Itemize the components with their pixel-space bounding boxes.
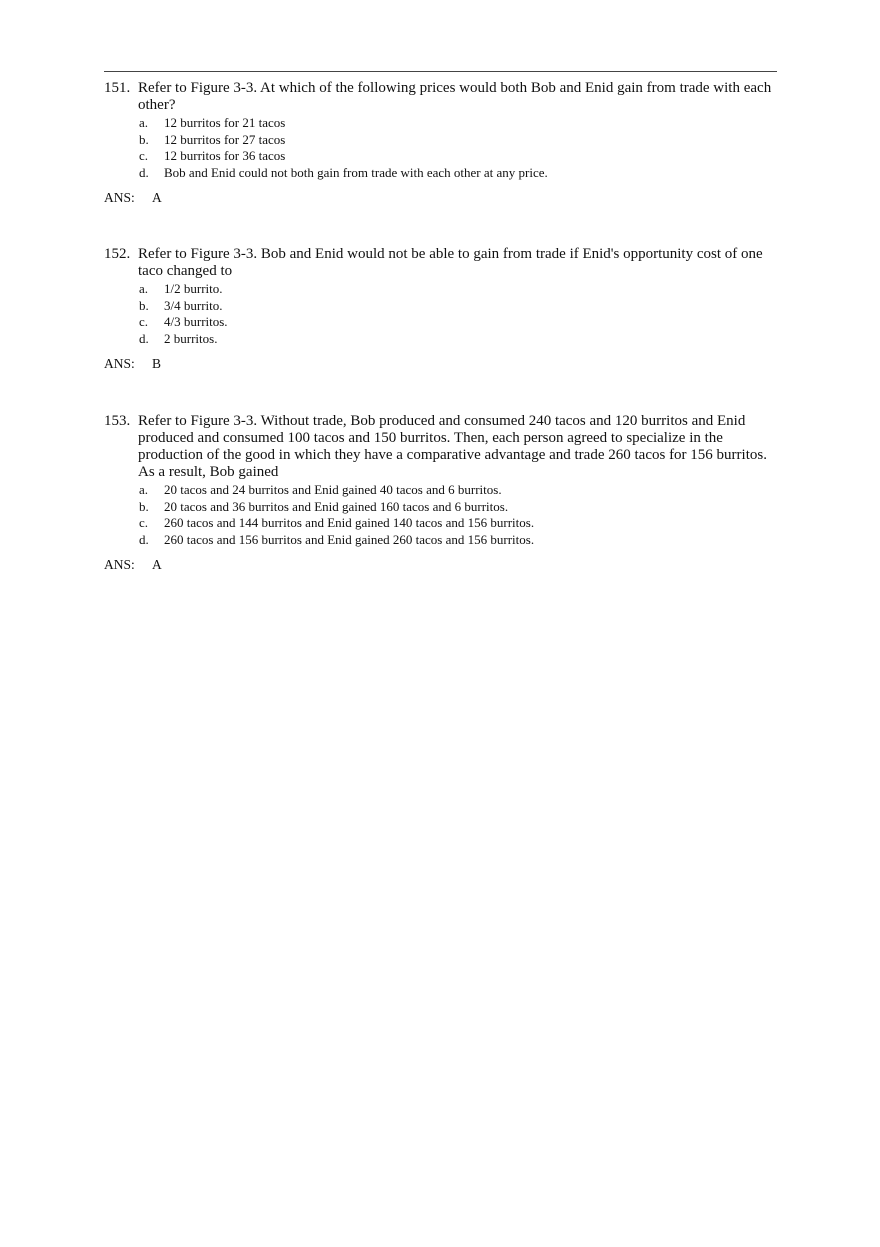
choice-letter: a.	[139, 482, 149, 497]
choice-text: 12 burritos for 21 tacos	[164, 115, 286, 130]
answer-key	[104, 356, 776, 372]
choice-letter: c.	[139, 148, 149, 164]
choice-letter: a.	[139, 281, 149, 296]
question-153	[104, 413, 776, 573]
choice-text: 12 burritos for 27 tacos	[164, 131, 286, 147]
answer-choice-b	[104, 499, 776, 516]
choice-letter: a.	[139, 115, 149, 130]
answer-choice-b	[104, 298, 776, 315]
answer-label: ANS:	[104, 356, 135, 372]
choice-letter: c.	[139, 314, 149, 330]
choice-letter: b.	[139, 498, 149, 514]
question-stem	[104, 246, 776, 280]
header-rule	[104, 71, 777, 72]
choice-letter: c.	[139, 515, 149, 531]
question-number: 152.	[104, 246, 131, 262]
question-152	[104, 246, 776, 372]
answer-label: ANS:	[104, 190, 135, 206]
choice-text: 260 tacos and 144 burritos and Enid gained 140 tacos and 156 burritos.	[164, 515, 535, 531]
choice-letter: d.	[139, 164, 149, 180]
answer-choice-d	[104, 331, 776, 348]
question-stem	[104, 80, 776, 114]
question-number: 153.	[104, 413, 131, 429]
question-text: Refer to Figure 3-3. At which of the following prices would both Bob and Enid gain from trade with each other?	[138, 80, 772, 113]
answer-key	[104, 557, 776, 573]
answer-choice-c	[104, 314, 776, 331]
answer-label: ANS:	[104, 557, 135, 573]
answer-value: B	[152, 356, 162, 372]
answer-choice-a	[104, 482, 776, 499]
choice-text: 4/3 burritos.	[164, 314, 228, 330]
choice-text: Bob and Enid could not both gain from trade with each other at any price.	[164, 164, 548, 180]
answer-choice-a	[104, 115, 776, 132]
choice-letter: b.	[139, 297, 149, 313]
question-number: 151.	[104, 80, 131, 96]
answer-choice-c	[104, 148, 776, 165]
question-text: Refer to Figure 3-3. Without trade, Bob produced and consumed 240 tacos and 120 burritos and Enid produced and consumed 100 tacos and 150 burritos. Then, each person agreed to specialize in the production of the good in which they have a comparative advantage and trade 260 tacos for 156 burritos. As a result, Bob gained	[138, 413, 767, 480]
answer-choice-b	[104, 132, 776, 149]
choice-text: 20 tacos and 24 burritos and Enid gained 40 tacos and 6 burritos.	[164, 482, 502, 497]
question-text: Refer to Figure 3-3. Bob and Enid would not be able to gain from trade if Enid's opportunity cost of one taco changed to	[138, 246, 763, 279]
answer-value: A	[152, 557, 162, 573]
choice-text: 1/2 burrito.	[164, 281, 223, 296]
answer-choice-c	[104, 515, 776, 532]
choice-letter: d.	[139, 531, 149, 547]
choice-letter: d.	[139, 330, 149, 346]
choice-text: 12 burritos for 36 tacos	[164, 148, 286, 164]
answer-choice-a	[104, 281, 776, 298]
choice-text: 2 burritos.	[164, 330, 218, 346]
choice-text: 260 tacos and 156 burritos and Enid gained 260 tacos and 156 burritos.	[164, 531, 535, 547]
answer-key	[104, 190, 776, 206]
answer-choice-d	[104, 532, 776, 549]
choice-text: 20 tacos and 36 burritos and Enid gained 160 tacos and 6 burritos.	[164, 498, 509, 514]
choice-text: 3/4 burrito.	[164, 297, 223, 313]
answer-choices	[104, 281, 776, 347]
question-stem	[104, 413, 776, 481]
choice-letter: b.	[139, 131, 149, 147]
answer-choices	[104, 482, 776, 548]
answer-choice-d	[104, 165, 776, 182]
question-151	[104, 80, 776, 206]
answer-choices	[104, 115, 776, 181]
answer-value: A	[152, 190, 162, 206]
